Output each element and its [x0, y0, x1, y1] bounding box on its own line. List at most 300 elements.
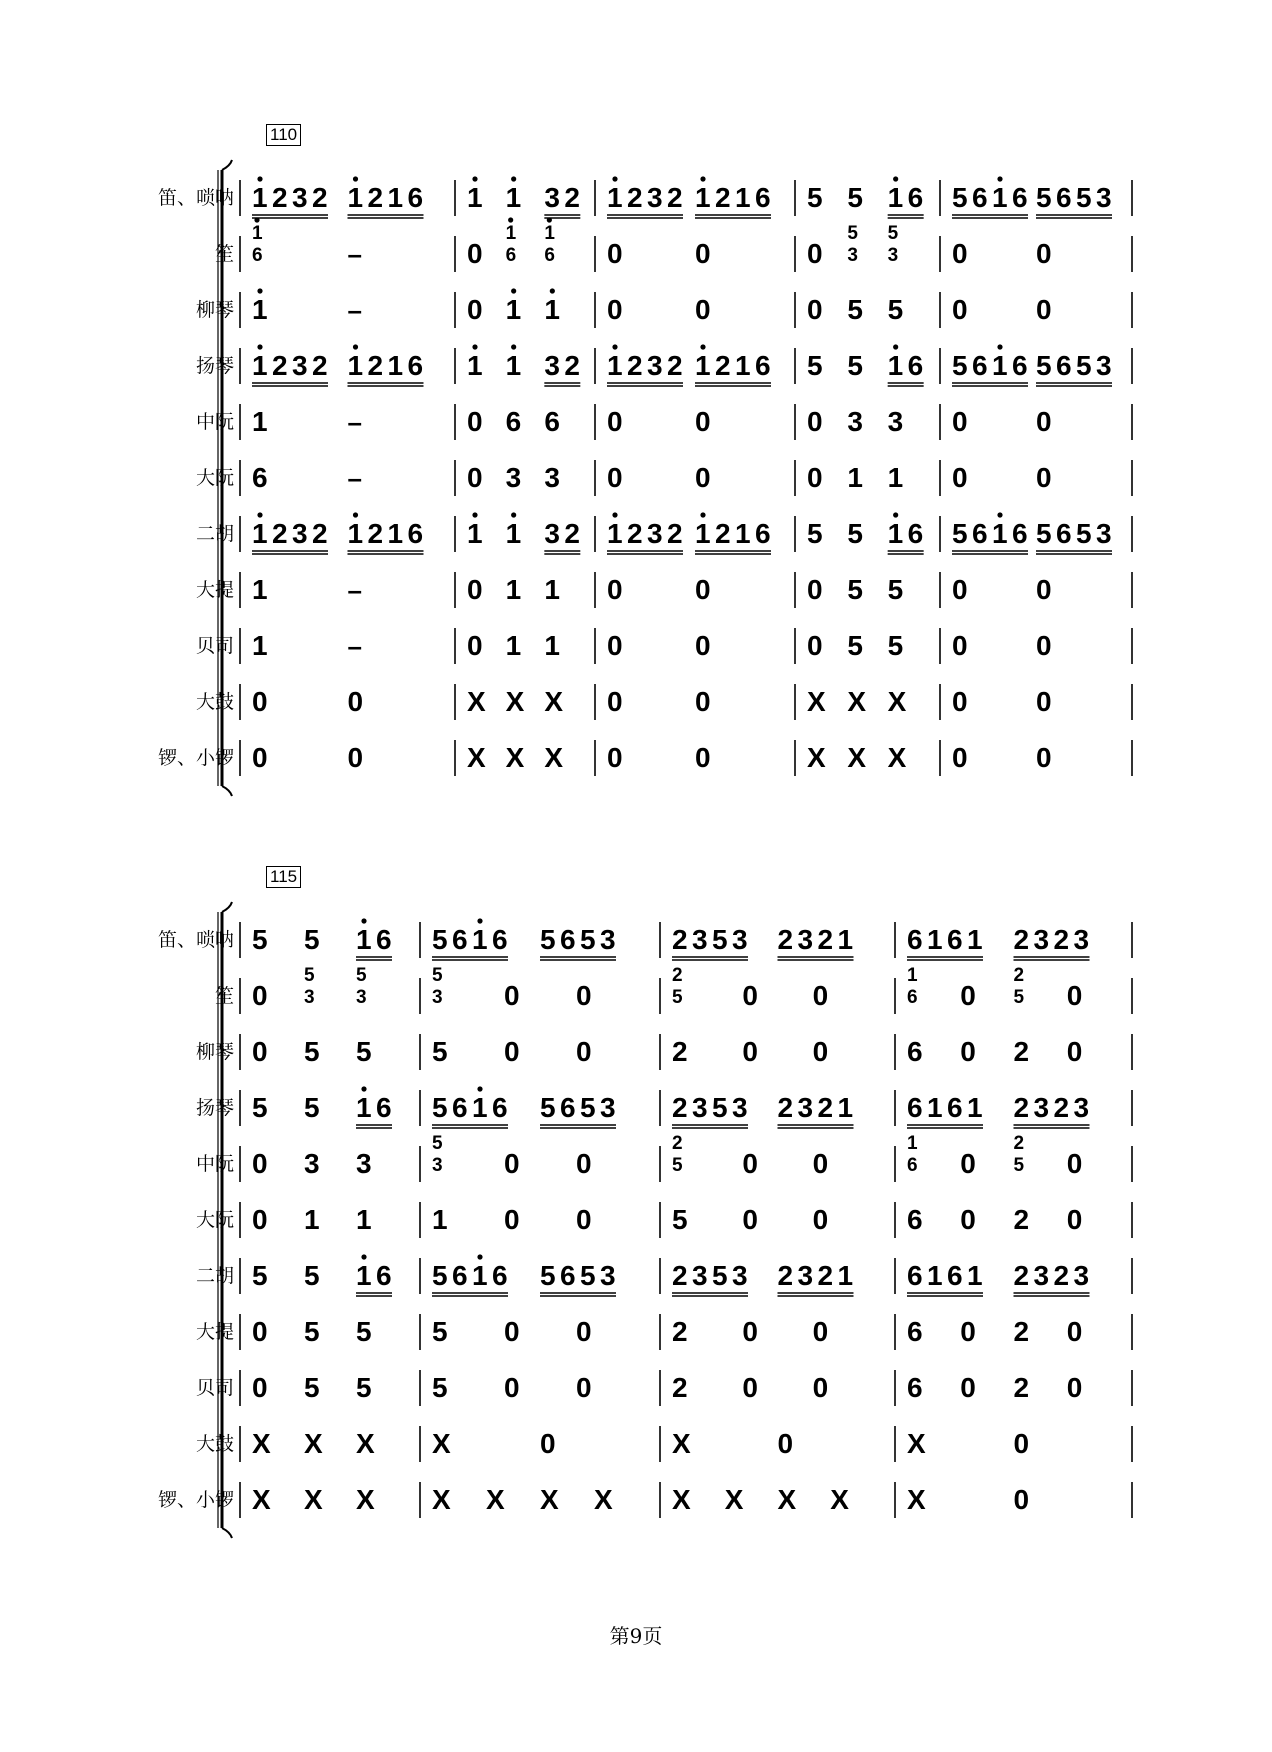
percussion-hit: X — [847, 686, 867, 717]
note: 6 — [376, 924, 392, 955]
note: 0 — [467, 294, 483, 325]
sustain-dash: – — [347, 631, 362, 661]
note: 0 — [695, 742, 711, 773]
note: 1 — [467, 182, 483, 213]
note: 3 — [1073, 1092, 1090, 1123]
note: 2 — [1013, 1372, 1030, 1403]
rehearsal-mark: 110 — [266, 124, 301, 146]
note: 0 — [607, 574, 623, 605]
note: 5 — [252, 1092, 268, 1123]
note: 6 — [1056, 350, 1072, 381]
note: 5 — [887, 630, 904, 661]
instrument-label: 大提 — [195, 579, 234, 601]
note: 3 — [732, 1260, 748, 1291]
note: 5 — [952, 182, 968, 213]
note: 6 — [1012, 350, 1028, 381]
note: 3 — [887, 406, 904, 437]
note: 0 — [347, 742, 364, 773]
note: 0 — [807, 630, 823, 661]
note: 5 — [807, 182, 823, 213]
note: 2 — [1013, 1316, 1030, 1347]
stacked-note-lower: 5 — [672, 1155, 683, 1176]
note: 2 — [672, 1372, 688, 1403]
note: 5 — [304, 1260, 320, 1291]
note: 6 — [972, 182, 988, 213]
note: 3 — [544, 350, 560, 381]
sustain-dash: – — [347, 407, 362, 437]
note: 1 — [252, 182, 268, 213]
note: 2 — [817, 1260, 834, 1291]
note: 0 — [1066, 1372, 1083, 1403]
percussion-hit: X — [304, 1484, 323, 1515]
note: 0 — [960, 980, 976, 1011]
note: 2 — [777, 924, 794, 955]
note: 6 — [407, 350, 424, 381]
note: 5 — [712, 1092, 728, 1123]
note: 0 — [1036, 238, 1052, 269]
note: 1 — [695, 518, 711, 549]
stacked-note-lower: 3 — [432, 1155, 443, 1176]
note: 0 — [576, 1372, 592, 1403]
note: 1 — [837, 1092, 854, 1123]
note: 2 — [715, 182, 731, 213]
note: 3 — [600, 1260, 616, 1291]
note: 6 — [492, 924, 508, 955]
note: 5 — [356, 1372, 372, 1403]
note: 0 — [812, 1036, 829, 1067]
note: 1 — [387, 182, 404, 213]
note: 0 — [807, 406, 823, 437]
note: 2 — [564, 350, 580, 381]
percussion-hit: X — [544, 742, 564, 773]
note: 0 — [504, 1036, 520, 1067]
note: 3 — [1033, 1092, 1050, 1123]
stacked-note-upper: 5 — [432, 965, 443, 986]
note: 6 — [1012, 182, 1028, 213]
stacked-note-upper: 5 — [847, 223, 858, 244]
note: 5 — [887, 574, 904, 605]
percussion-hit: X — [505, 742, 525, 773]
stacked-note-upper: 5 — [304, 965, 315, 986]
note: 0 — [960, 1316, 976, 1347]
note: 1 — [967, 1092, 983, 1123]
note: 6 — [907, 350, 924, 381]
note: 5 — [712, 924, 728, 955]
note: 1 — [967, 924, 983, 955]
note: 2 — [777, 1092, 794, 1123]
percussion-hit: X — [847, 742, 867, 773]
instrument-label: 扬琴 — [195, 355, 234, 377]
note: 0 — [807, 574, 823, 605]
instrument-label: 笙 — [214, 985, 234, 1007]
instrument-label: 柳琴 — [195, 1041, 234, 1063]
note: 1 — [544, 630, 560, 661]
percussion-hit: X — [486, 1484, 505, 1515]
stacked-note-upper: 2 — [1013, 1133, 1025, 1154]
instrument-label: 二胡 — [195, 1265, 234, 1287]
note: 6 — [907, 1316, 923, 1347]
percussion-hit: X — [467, 686, 486, 717]
note: 0 — [1036, 462, 1052, 493]
note: 2 — [672, 1092, 688, 1123]
note: 1 — [544, 574, 560, 605]
note: 1 — [505, 574, 522, 605]
instrument-label: 大阮 — [195, 1209, 234, 1231]
instrument-label: 锣、小锣 — [157, 747, 234, 769]
percussion-hit: X — [887, 686, 907, 717]
note: 6 — [407, 182, 424, 213]
note: 5 — [540, 924, 556, 955]
note: 6 — [755, 182, 771, 213]
percussion-hit: X — [807, 686, 826, 717]
note: 2 — [1013, 1260, 1030, 1291]
stacked-note-upper: 1 — [505, 223, 517, 244]
percussion-hit: X — [724, 1484, 744, 1515]
note: 0 — [960, 1148, 976, 1179]
note: 0 — [1036, 742, 1052, 773]
note: 5 — [540, 1260, 556, 1291]
note: 6 — [907, 182, 924, 213]
note: 1 — [887, 182, 904, 213]
note: 0 — [695, 238, 711, 269]
note: 3 — [647, 350, 663, 381]
note: 0 — [252, 980, 268, 1011]
note: 1 — [356, 1092, 372, 1123]
note: 6 — [505, 406, 522, 437]
note: 1 — [887, 350, 904, 381]
note: 2 — [367, 350, 384, 381]
note: 1 — [347, 350, 364, 381]
note: 0 — [576, 980, 592, 1011]
note: 6 — [947, 924, 963, 955]
note: 1 — [252, 630, 268, 661]
note: 6 — [907, 1372, 923, 1403]
note: 5 — [847, 350, 863, 381]
note: 0 — [607, 462, 623, 493]
percussion-hit: X — [777, 1484, 797, 1515]
percussion-hit: X — [505, 686, 525, 717]
note: 0 — [952, 462, 968, 493]
note: 0 — [812, 1148, 829, 1179]
note: 6 — [376, 1092, 392, 1123]
note: 1 — [505, 350, 522, 381]
note: 0 — [252, 1148, 268, 1179]
note: 6 — [947, 1092, 963, 1123]
note: 5 — [304, 1092, 320, 1123]
rehearsal-mark: 115 — [266, 866, 301, 888]
note: 0 — [777, 1428, 794, 1459]
note: 3 — [600, 924, 616, 955]
note: 3 — [732, 924, 748, 955]
instrument-label: 大提 — [195, 1321, 234, 1343]
note: 0 — [1036, 294, 1052, 325]
note: 5 — [304, 1372, 320, 1403]
stacked-note-lower: 5 — [672, 987, 683, 1008]
sustain-dash: – — [347, 239, 362, 269]
note: 5 — [432, 924, 448, 955]
note: 0 — [960, 1204, 976, 1235]
note: 0 — [812, 1372, 829, 1403]
note: 5 — [432, 1316, 448, 1347]
note: 3 — [797, 1260, 814, 1291]
note: 0 — [960, 1036, 976, 1067]
note: 0 — [807, 294, 823, 325]
stacked-note-lower: 3 — [356, 987, 367, 1008]
note: 2 — [564, 518, 580, 549]
note: 1 — [695, 182, 711, 213]
note: 1 — [837, 924, 854, 955]
stacked-note-lower: 6 — [907, 1155, 918, 1176]
stacked-note-lower: 6 — [252, 245, 263, 266]
note: 0 — [952, 238, 968, 269]
stacked-note-upper: 1 — [907, 965, 918, 986]
note: 6 — [755, 350, 771, 381]
note: 5 — [847, 574, 863, 605]
note: 0 — [252, 742, 268, 773]
note: 0 — [540, 1428, 556, 1459]
note: 0 — [812, 1316, 829, 1347]
instrument-label: 贝司 — [195, 1377, 234, 1399]
percussion-hit: X — [907, 1484, 926, 1515]
note: 6 — [1056, 518, 1072, 549]
note: 1 — [505, 630, 522, 661]
note: 3 — [692, 924, 708, 955]
percussion-hit: X — [356, 1484, 375, 1515]
note: 5 — [1036, 518, 1052, 549]
instrument-label: 二胡 — [195, 523, 234, 545]
note: 5 — [847, 518, 863, 549]
note: 5 — [1076, 182, 1092, 213]
note: 6 — [1012, 518, 1028, 549]
percussion-hit: X — [672, 1484, 691, 1515]
note: 0 — [695, 630, 711, 661]
note: 0 — [952, 574, 968, 605]
note: 0 — [1036, 630, 1052, 661]
note: 6 — [407, 518, 424, 549]
note: 2 — [672, 1260, 688, 1291]
note: 2 — [1013, 1036, 1030, 1067]
note: 2 — [1013, 1204, 1030, 1235]
note: 3 — [544, 462, 560, 493]
percussion-hit: X — [887, 742, 907, 773]
note: 1 — [347, 182, 364, 213]
page-number: 第9页 — [609, 1624, 663, 1648]
note: 0 — [607, 630, 623, 661]
note: 1 — [356, 924, 372, 955]
note: 0 — [607, 406, 623, 437]
note: 0 — [252, 1372, 268, 1403]
note: 3 — [647, 182, 663, 213]
note: 3 — [1096, 350, 1112, 381]
note: 0 — [576, 1316, 592, 1347]
note: 2 — [367, 182, 384, 213]
note: 0 — [952, 294, 968, 325]
note: 3 — [797, 924, 814, 955]
note: 3 — [292, 182, 308, 213]
stacked-note-lower: 3 — [432, 987, 443, 1008]
instrument-label: 锣、小锣 — [157, 1489, 234, 1511]
note: 2 — [672, 1316, 688, 1347]
note: 2 — [564, 182, 580, 213]
note: 0 — [467, 462, 483, 493]
note: 2 — [1013, 1092, 1030, 1123]
note: 0 — [742, 1204, 758, 1235]
note: 0 — [252, 1036, 268, 1067]
note: 5 — [712, 1260, 728, 1291]
note: 0 — [952, 742, 968, 773]
percussion-hit: X — [252, 1428, 271, 1459]
note: 6 — [492, 1260, 508, 1291]
note: 2 — [627, 182, 643, 213]
note: 0 — [695, 406, 711, 437]
note: 2 — [272, 350, 288, 381]
note: 1 — [927, 1092, 943, 1123]
note: 6 — [560, 924, 576, 955]
instrument-label: 大鼓 — [195, 1433, 234, 1455]
note: 0 — [607, 238, 623, 269]
note: 2 — [1013, 924, 1030, 955]
percussion-hit: X — [356, 1428, 375, 1459]
instrument-label: 笛、唢呐 — [157, 929, 234, 951]
note: 1 — [847, 462, 863, 493]
percussion-hit: X — [807, 742, 826, 773]
note: 1 — [607, 350, 623, 381]
note: 6 — [907, 518, 924, 549]
note: 6 — [560, 1260, 576, 1291]
note: 0 — [607, 294, 623, 325]
instrument-label: 笙 — [214, 243, 234, 265]
note: 5 — [580, 924, 596, 955]
note: 1 — [735, 518, 751, 549]
note: 0 — [1066, 1316, 1083, 1347]
note: 1 — [927, 924, 943, 955]
note: 1 — [544, 294, 560, 325]
note: 2 — [1053, 1260, 1070, 1291]
percussion-hit: X — [907, 1428, 926, 1459]
note: 3 — [304, 1148, 320, 1179]
note: 1 — [432, 1204, 448, 1235]
stacked-note-lower: 6 — [907, 987, 918, 1008]
note: 6 — [1056, 182, 1072, 213]
note: 0 — [252, 1204, 268, 1235]
note: 1 — [927, 1260, 943, 1291]
note: 2 — [672, 924, 688, 955]
note: 2 — [312, 350, 328, 381]
note: 2 — [627, 518, 643, 549]
note: 0 — [1066, 1148, 1083, 1179]
note: 3 — [692, 1260, 708, 1291]
stacked-note-lower: 5 — [1013, 1155, 1025, 1176]
note: 0 — [742, 1372, 758, 1403]
note: 5 — [847, 182, 863, 213]
note: 5 — [952, 518, 968, 549]
note: 1 — [467, 350, 483, 381]
note: 6 — [452, 1260, 468, 1291]
stacked-note-upper: 5 — [887, 223, 899, 244]
note: 6 — [972, 350, 988, 381]
note: 1 — [735, 182, 751, 213]
note: 1 — [252, 294, 268, 325]
note: 0 — [467, 406, 483, 437]
note: 0 — [1013, 1428, 1030, 1459]
instrument-label: 大阮 — [195, 467, 234, 489]
note: 5 — [252, 924, 268, 955]
note: 0 — [504, 1372, 520, 1403]
instrument-label: 笛、唢呐 — [157, 187, 234, 209]
note: 0 — [467, 574, 483, 605]
note: 5 — [887, 294, 904, 325]
note: 1 — [387, 518, 404, 549]
percussion-hit: X — [252, 1484, 271, 1515]
note: 0 — [695, 574, 711, 605]
stacked-note-upper: 1 — [907, 1133, 918, 1154]
note: 0 — [1013, 1484, 1030, 1515]
note: 2 — [1053, 1092, 1070, 1123]
note: 3 — [544, 518, 560, 549]
note: 2 — [272, 182, 288, 213]
note: 1 — [887, 518, 904, 549]
note: 1 — [252, 518, 268, 549]
note: 5 — [580, 1260, 596, 1291]
stacked-note-upper: 5 — [356, 965, 367, 986]
percussion-hit: X — [594, 1484, 613, 1515]
note: 3 — [292, 350, 308, 381]
note: 2 — [667, 518, 683, 549]
note: 5 — [304, 924, 320, 955]
stacked-note-upper: 2 — [672, 965, 683, 986]
note: 1 — [505, 182, 522, 213]
note: 0 — [1066, 1204, 1083, 1235]
note: 3 — [1073, 924, 1090, 955]
note: 5 — [540, 1092, 556, 1123]
note: 1 — [347, 518, 364, 549]
note: 1 — [472, 1092, 488, 1123]
note: 1 — [837, 1260, 854, 1291]
note: 2 — [312, 182, 328, 213]
note: 0 — [576, 1148, 592, 1179]
stacked-note-upper: 2 — [672, 1133, 683, 1154]
note: 0 — [504, 1316, 520, 1347]
note: 6 — [907, 1036, 923, 1067]
note: 1 — [356, 1260, 372, 1291]
percussion-hit: X — [672, 1428, 691, 1459]
note: 0 — [742, 1316, 758, 1347]
note: 5 — [1076, 518, 1092, 549]
instrument-label: 贝司 — [195, 635, 234, 657]
note: 0 — [812, 980, 829, 1011]
note: 1 — [304, 1204, 320, 1235]
note: 5 — [1036, 182, 1052, 213]
note: 0 — [504, 980, 520, 1011]
note: 5 — [432, 1372, 448, 1403]
note: 3 — [1033, 924, 1050, 955]
percussion-hit: X — [432, 1428, 451, 1459]
note: 2 — [672, 1036, 688, 1067]
instrument-label: 中阮 — [195, 411, 234, 433]
stacked-note-upper: 1 — [544, 223, 555, 244]
note: 5 — [1036, 350, 1052, 381]
note: 0 — [607, 742, 623, 773]
stacked-note-lower: 3 — [887, 245, 899, 266]
note: 3 — [505, 462, 522, 493]
note: 0 — [607, 686, 623, 717]
note: 0 — [695, 462, 711, 493]
sustain-dash: – — [347, 463, 362, 493]
note: 5 — [847, 294, 863, 325]
note: 6 — [492, 1092, 508, 1123]
stacked-note-upper: 5 — [432, 1133, 443, 1154]
note: 0 — [695, 294, 711, 325]
